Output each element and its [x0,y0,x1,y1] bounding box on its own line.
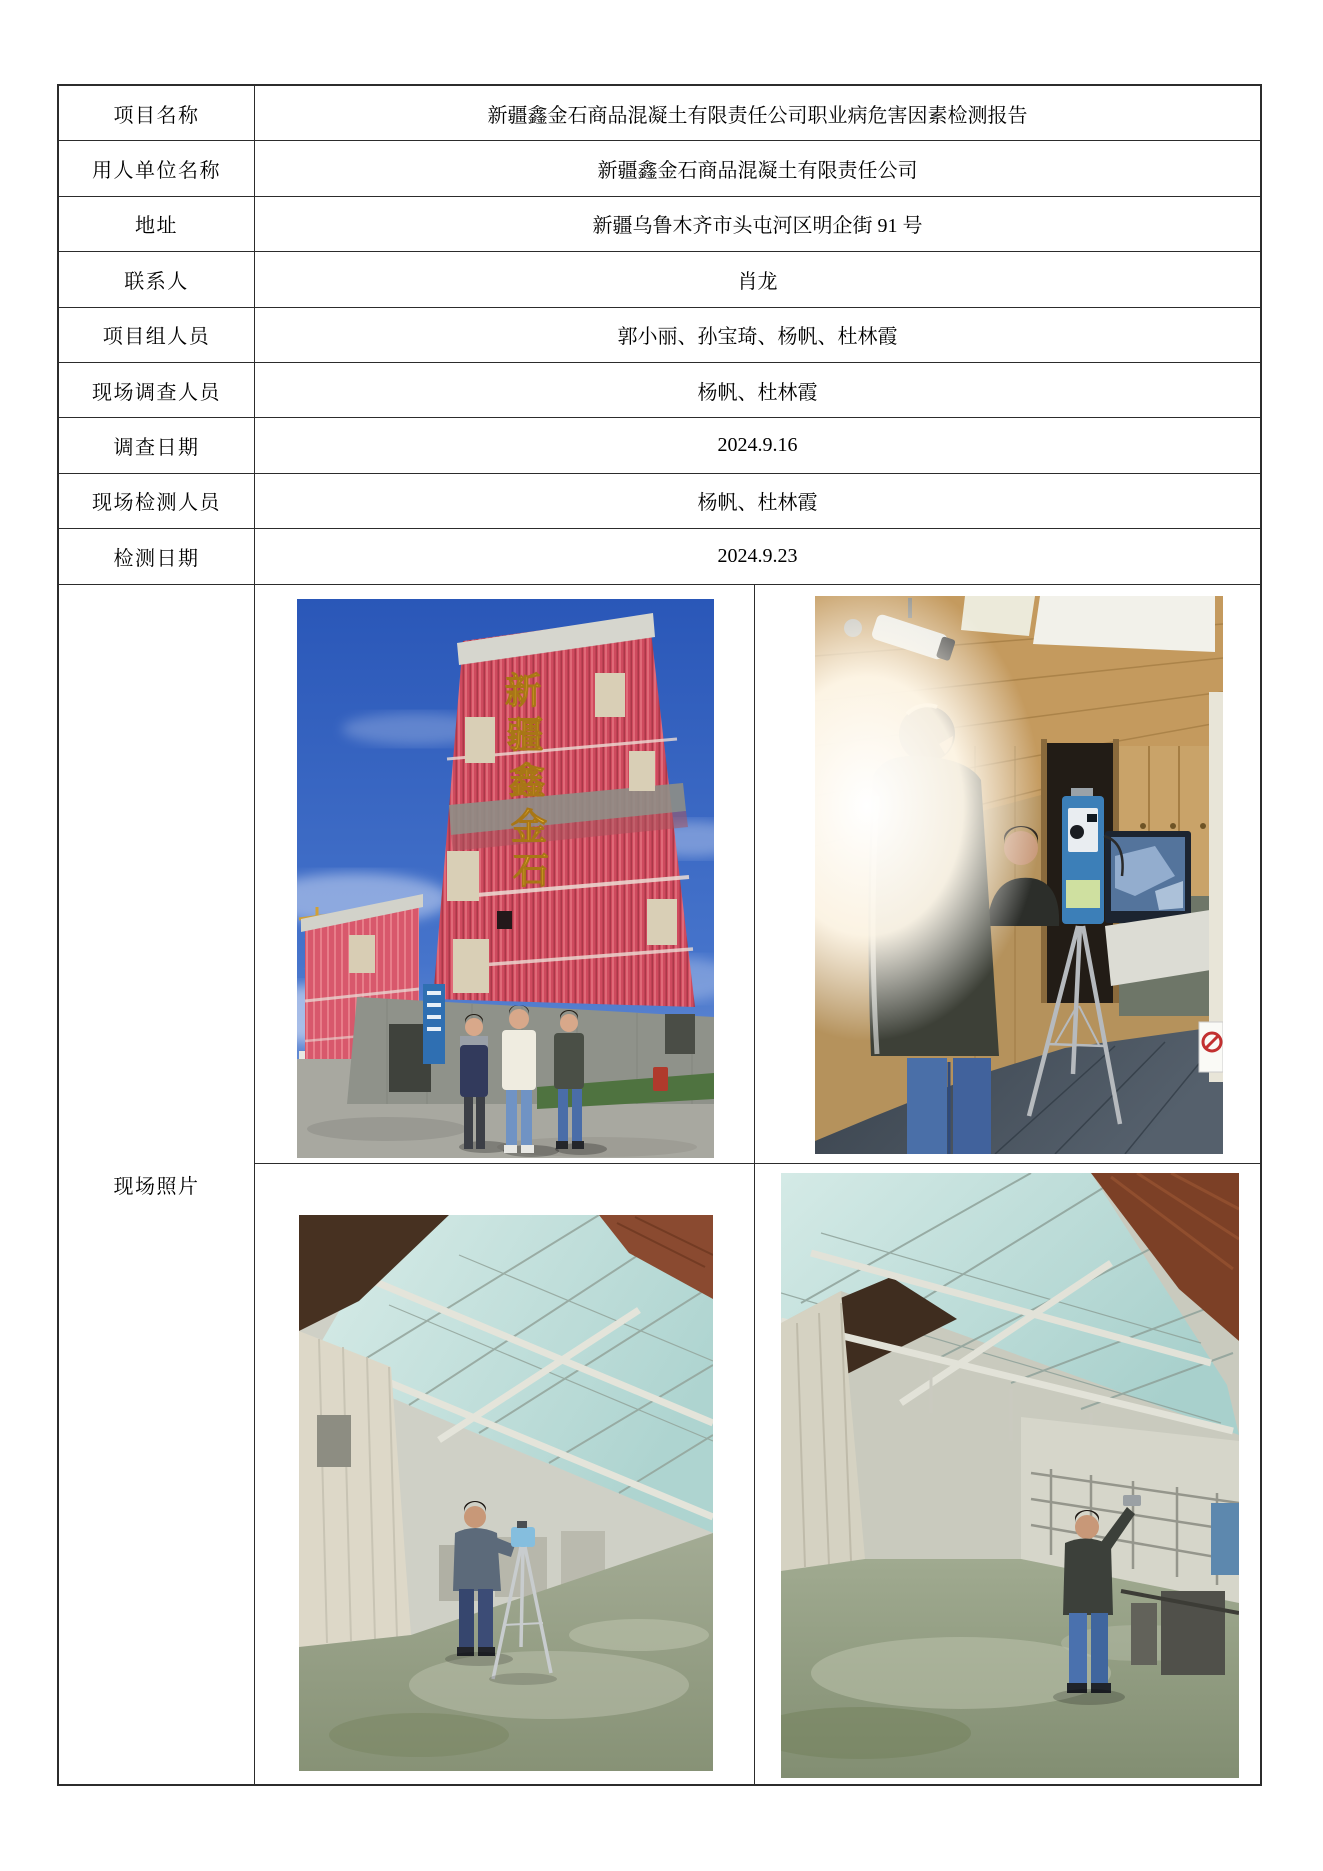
row-label-project-team: 项目组人员 [59,308,255,362]
ceiling-panel [1033,596,1215,652]
photo-workshop-handheld-detection [781,1173,1239,1778]
no-smoking-sign [1199,1022,1223,1072]
row-value-project-team: 郭小丽、孙宝琦、杨帆、杜林霞 [617,326,898,349]
table-row [59,308,1260,363]
table-row [59,529,1260,584]
table-row [59,86,1260,141]
svg-text:金: 金 [510,806,548,847]
photo-cell-bottom-left [255,1163,754,1784]
svg-text:疆: 疆 [506,714,544,755]
row-label-project-name: 项目名称 [59,86,255,140]
site-photos-row [59,585,1260,1784]
vent-hole [497,911,512,929]
photo-cell-bottom-right [754,1163,1260,1784]
report-table [57,84,1262,1786]
table-row [59,363,1260,418]
row-value-detection-personnel: 杨帆、杜林霞 [697,492,818,515]
svg-text:石: 石 [512,850,550,891]
photo-workshop-tripod-detection [299,1215,713,1771]
photo-cell-top-right [754,585,1260,1163]
svg-text:鑫: 鑫 [508,760,546,801]
table-row [59,197,1260,252]
row-value-detection-date: 2024.9.23 [717,544,798,567]
table-row [59,141,1260,196]
row-value-project-name: 新疆鑫金石商品混凝土有限责任公司职业病危害因素检测报告 [487,104,1028,127]
handheld-meter [1123,1495,1141,1506]
table-row [59,252,1260,307]
row-value-survey-date: 2024.9.16 [717,434,798,457]
table-row [59,418,1260,473]
photo-cell-top-left [255,585,754,1163]
row-label-employer-name: 用人单位名称 [59,141,255,195]
row-label-site-photos: 现场照片 [59,585,255,1784]
row-value-contact-person: 肖龙 [737,270,778,293]
row-label-address: 地址 [59,197,255,251]
row-label-contact-person: 联系人 [59,252,255,306]
photo-control-room-detection [815,596,1223,1154]
row-label-survey-personnel: 现场调查人员 [59,363,255,417]
row-value-address: 新疆乌鲁木齐市头屯河区明企街 91 号 [592,215,923,238]
row-label-survey-date: 调查日期 [59,418,255,472]
photo-building-exterior [297,599,714,1158]
photo-grid [255,585,1260,1784]
main-silo [433,613,695,1007]
row-value-employer-name: 新疆鑫金石商品混凝土有限责任公司 [597,160,918,183]
table-row [59,474,1260,529]
equipment [1121,1591,1239,1675]
row-label-detection-date: 检测日期 [59,529,255,583]
svg-text:新: 新 [504,670,542,711]
blue-panel [1211,1503,1239,1575]
row-label-detection-personnel: 现场检测人员 [59,474,255,528]
red-drum [653,1067,668,1091]
row-value-survey-personnel: 杨帆、杜林霞 [697,381,818,404]
